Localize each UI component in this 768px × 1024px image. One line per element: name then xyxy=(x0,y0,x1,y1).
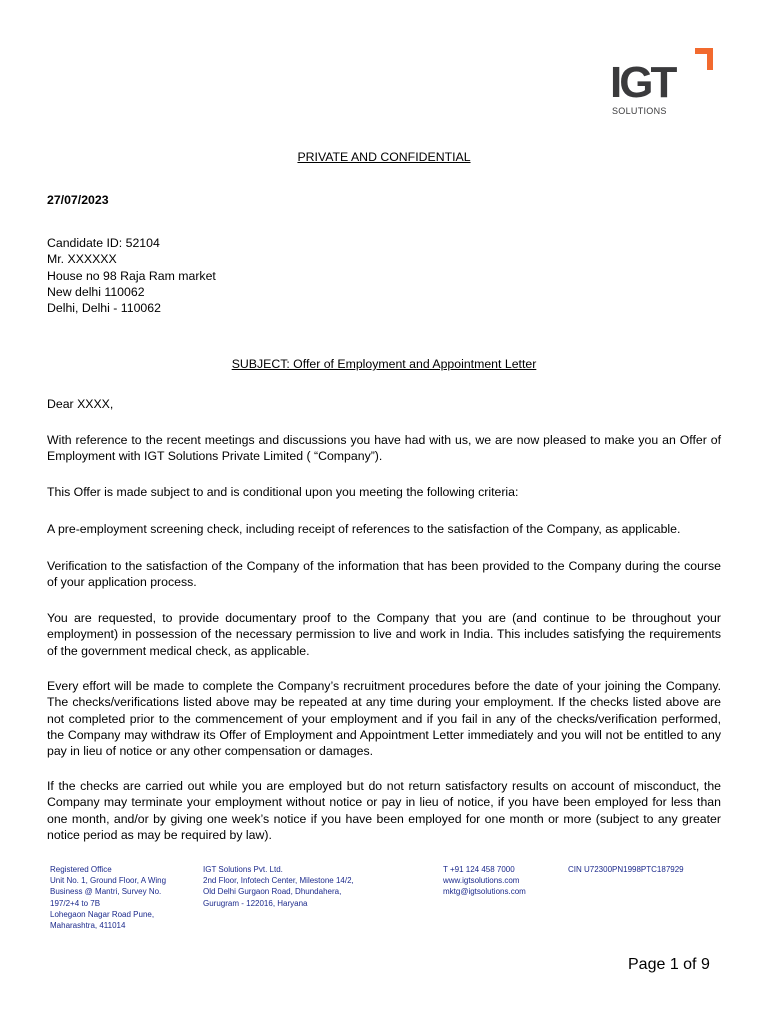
footer-line: IGT Solutions Pvt. Ltd. xyxy=(203,865,283,874)
address-line: Mr. XXXXXX xyxy=(47,252,117,267)
confidential-heading: PRIVATE AND CONFIDENTIAL xyxy=(297,150,471,164)
salutation: Dear XXXX, xyxy=(47,397,114,411)
footer-line: Gurugram - 122016, Haryana xyxy=(203,898,308,908)
company-logo xyxy=(607,48,717,120)
footer-registered-office xyxy=(50,864,166,931)
paragraph: Every effort will be made to complete the Company’s recruitment procedures before the date of your joining the Company. The checks/verifications listed above may be repeated at any time during your employment. If the checks listed above are not completed prior to the commencement of your employment and if you fail in any of the checks/verification performed, the Company may withdraw its Offer of Employment and Appointment Letter immediately and you will not be entitled to any pay in lieu of notice or any other compensation or damages. xyxy=(47,679,721,759)
paragraph: A pre-employment screening check, including receipt of references to the satisfaction of the Company, as applicable. xyxy=(47,522,681,536)
footer-line: Lohegaon Nagar Road Pune, xyxy=(50,909,155,919)
recipient-address xyxy=(47,235,216,316)
footer-line: CIN U72300PN1998PTC187929 xyxy=(568,865,684,874)
address-line: Delhi, Delhi - 110062 xyxy=(47,301,161,316)
address-line: Candidate ID: 52104 xyxy=(47,236,160,250)
paragraph: This Offer is made subject to and is conditional upon you meeting the following criteria: xyxy=(47,485,519,499)
subject-line: SUBJECT: Offer of Employment and Appointment Letter xyxy=(231,357,537,371)
address-line: House no 98 Raja Ram market xyxy=(47,268,216,283)
footer-line: Registered Office xyxy=(50,865,112,874)
logo-subtitle: SOLUTIONS xyxy=(612,106,667,116)
paragraph: You are requested, to provide documentary proof to the Company that you are (and continue to be throughout your employment) in possession of the necessary permission to live and work in India. This includes satisfying the requirements of the government medical check, as applicable. xyxy=(47,611,721,658)
footer-line: 197/2+4 to 7B xyxy=(50,898,101,908)
paragraph: Verification to the satisfaction of the Company of the information that has been provided to the Company during the course of your application process. xyxy=(47,559,721,590)
footer-email-link[interactable]: mktg@igtsolutions.com xyxy=(443,887,526,897)
footer-website-link[interactable]: www.igtsolutions.com xyxy=(443,876,520,886)
page-number: Page 1 of 9 xyxy=(628,956,710,973)
footer-line: 2nd Floor, Infotech Center, Milestone 14/2, xyxy=(203,876,354,886)
footer-phone: T +91 124 458 7000 xyxy=(443,865,515,874)
footer-line: Old Delhi Gurgaon Road, Dhundahera, xyxy=(203,887,342,897)
footer-line: Business @ Mantri, Survey No. xyxy=(50,887,162,897)
logo-arrow-icon xyxy=(693,48,715,78)
footer-company-address xyxy=(203,864,354,909)
footer-contact xyxy=(443,864,526,898)
paragraph: With reference to the recent meetings and discussions you have had with us, we are now pleased to make you an Offer of Employment with IGT Solutions Private Limited ( “Company”). xyxy=(47,433,721,464)
letter-date: 27/07/2023 xyxy=(47,193,109,207)
footer-line: Maharashtra, 411014 xyxy=(50,921,126,931)
logo-wordmark: IGT xyxy=(610,58,675,107)
paragraph: If the checks are carried out while you are employed but do not return satisfactory results on account of misconduct, the Company may terminate your employment without notice or pay in lieu of notice, if you have been employed for less than one month, and/or by giving one week’s notice if you have been employed for one month or more (subject to any greater notice period as may be required by law). xyxy=(47,779,721,842)
footer-line: Unit No. 1, Ground Floor, A Wing xyxy=(50,876,167,886)
footer-cin xyxy=(568,864,684,875)
address-line: New delhi 110062 xyxy=(47,284,145,299)
